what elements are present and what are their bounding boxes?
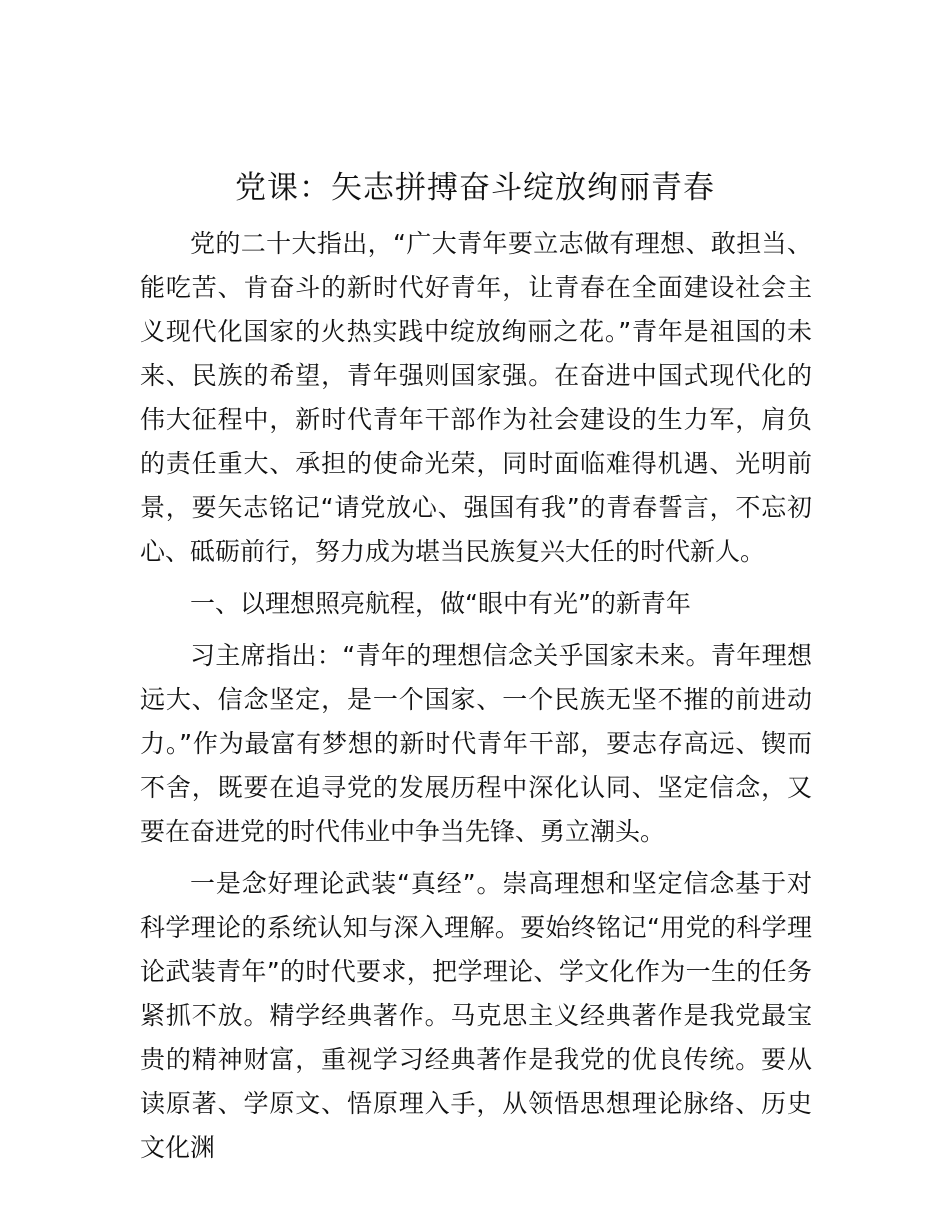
intro-paragraph: 党的二十大指出，“广大青年要立志做有理想、敢担当、能吃苦、肯奋斗的新时代好青年，让青春在全面建设社会主义现代化国家的火热实践中绽放绚丽之花。”青年是祖国的未来、民族的希望，青年强则国家强。在奋进中国式现代化的伟大征程中，新时代青年干部作为社会建设的生力军，肩负的责任重大、承担的使命光荣，同时面临难得机遇、光明前景，要矢志铭记“请党放心、强国有我”的青春誓言，不忘初心、砥砺前行，努力成为堪当民族复兴大任的时代新人。 xyxy=(140,229,812,566)
section-1-paragraph: 习主席指出：“青年的理想信念关乎国家未来。青年理想远大、信念坚定，是一个国家、一个民族无坚不摧的前进动力。”作为最富有梦想的新时代青年干部，要志存高远、锲而不舍，既要在追寻党的发展历程中深化认同、坚定信念，又要在奋进党的时代伟业中争当先锋、勇立潮头。 xyxy=(140,641,812,846)
document-body xyxy=(140,222,812,1170)
document-title: 党课：矢志拼搏奋斗绽放绚丽青春 xyxy=(235,170,715,206)
point-1-paragraph: 一是念好理论武装“真经”。崇高理想和坚定信念基于对科学理论的系统认知与深入理解。要始终铭记“用党的科学理论武装青年”的时代要求，把学理论、学文化作为一生的任务紧抓不放。精学经典著作。马克思主义经典著作是我党最宝贵的精神财富，重视学习经典著作是我党的优良传统。要从读原著、学原文、悟原理入手，从领悟思想理论脉络、历史文化渊 xyxy=(140,869,812,1162)
section-heading-1: 一、以理想照亮航程，做“眼中有光”的新青年 xyxy=(190,589,691,618)
